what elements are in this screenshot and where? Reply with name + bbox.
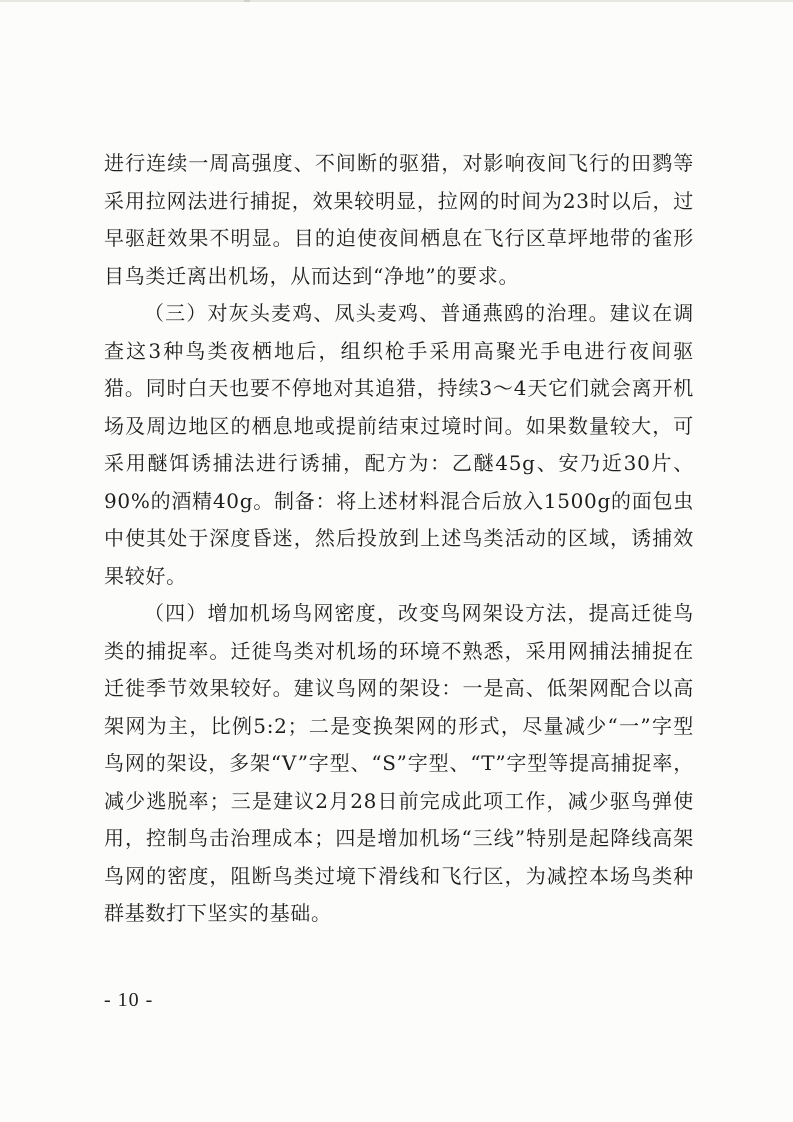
paragraph-section-4: （四）增加机场鸟网密度，改变鸟网架设方法，提高迁徙鸟类的捕捉率。迁徙鸟类对机场的环境不熟悉，采用网捕法捕捉在迁徙季节效果较好。建议鸟网的架设：一是高、低架网配合以高架网为主，比例5:2；二是变换架网的形式，尽量减少“一”字型鸟网的架设，多架“V”字型、“S”字型、“T”字型等提高捕捉率，减少逃脱率；三是建议2月28日前完成此项工作，减少驱鸟弹使用，控制鸟击治理成本；四是增加机场“三线”特别是起降线高架鸟网的密度，阻断鸟类过境下滑线和飞行区，为减控本场鸟类种群基数打下坚实的基础。 [104, 601, 694, 925]
scan-top-edge [0, 0, 793, 2]
document-body [104, 145, 694, 933]
paragraph-section-3: （三）对灰头麦鸡、凤头麦鸡、普通燕鸥的治理。建议在调查这3种鸟类夜栖地后，组织枪手采用高聚光手电进行夜间驱猎。同时白天也要不停地对其追猎，持续3～4天它们就会离开机场及周边地区的栖息地或提前结束过境时间。如果数量较大，可采用醚饵诱捕法进行诱捕，配方为：乙醚45g、安乃近30片、90%的酒精40g。制备：将上述材料混合后放入1500g的面包虫中使其处于深度昏迷，然后投放到上述鸟类活动的区域，诱捕效果较好。 [104, 301, 694, 588]
scan-mark [244, 0, 250, 2]
paragraph-continuation: 进行连续一周高强度、不间断的驱猎，对影响夜间飞行的田鹨等采用拉网法进行捕捉，效果较明显，拉网的时间为23时以后，过早驱赶效果不明显。目的迫使夜间栖息在飞行区草坪地带的雀形目鸟类迁离出机场，从而达到“净地”的要求。 [104, 151, 694, 288]
page-number: - 10 - [104, 989, 154, 1011]
